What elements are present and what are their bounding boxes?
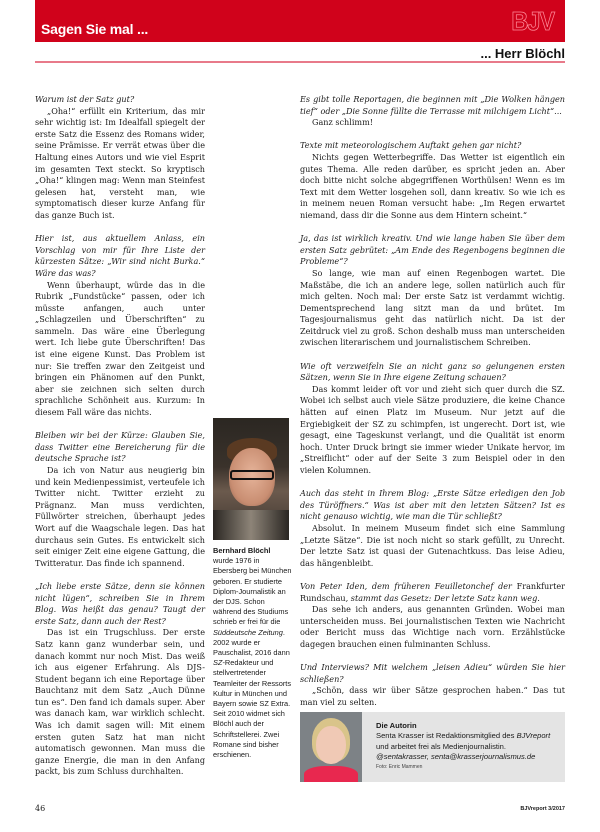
section-header-bar <box>35 0 565 42</box>
magazine-name: BJVreport <box>516 731 551 741</box>
author-text <box>376 721 561 772</box>
answer: So lange, wie man auf einen Regenbogen wartet. Die Maßstäbe, die ich an andere lege, sollen natürlich auch für mich gelten. Noch mal: Der erste Satz ist verdammt wichtig. Dementsprechend lang sitzt man da und brütet. Im Tagesjournalismus geht das natürlich nicht. Da ist der Zeitdruck viel zu groß. Schon deshalb muss man unterscheiden zwischen literarischem und journalistischem Schreiben. <box>300 267 565 348</box>
answer: Wenn überhaupt, würde das in die Rubrik „Fundstücke“ passen, oder ich müsste anfangen, auch unter „Schlagzeilen und Überschriften“ zu sammeln. Das wäre eine Überlegung wert. Ich liebe gute Überschriften! Das ist eine eigene Kunst. Das Problem ist nur: Sie treffen zwar den Zeitgeist und bringen ein Phänomen auf den Punkt, aber sie zeichnen sich selten durch sprachliche Schönheit aus. Kurzum: In diesem Fall wäre das nichts. <box>35 279 205 418</box>
page-number: 46 <box>35 804 46 813</box>
bjv-logo-icon: BJV <box>511 6 555 36</box>
answer: „Schön, dass wir über Sätze gesprochen haben.“ Das tut man viel zu selten. <box>300 685 565 707</box>
answer: Das sehe ich anders, aus genannten Gründen. Wobei man unterscheiden muss. Bei journalistischen Texten wie Nachricht oder Bericht muss das Wichtige nach vorn. Erzählstücke dagegen brauchen einen fulminanten Schluss. <box>300 604 565 649</box>
question: Texte mit meteorologischem Auftakt gehen gar nicht? <box>300 140 522 151</box>
newspaper-name: Frankfurter Rundschau <box>300 580 565 603</box>
answer: „Oha!“ erfüllt ein Kriterium, das mir sehr wichtig ist: Im Idealfall spiegelt der erste Satz die Essenz des Romans wider, seine Prämisse. Er verrät etwas über die Haltung eines Autors und wie viel Esprit im gesamten Text steckt. So kryptisch „Oha!“ klingen mag: Wenn man Steinfest gelesen hat, versteht man, wie symptomatisch dieser kurze Anfang für das ganze Buch ist. <box>35 105 205 220</box>
author-contact-link[interactable]: @sentakrasser, senta@krasserjournalismus.de <box>376 752 536 762</box>
author-box-title: Die Autorin <box>376 721 417 730</box>
article-column-left <box>35 94 205 778</box>
section-title: Sagen Sie mal ... <box>41 21 149 37</box>
bio-text: wurde 1976 in Ebersberg bei München geboren. Er studierte Diplom-Journalistik an der DJS. Schon während des Studiums schrieb er frei für die <box>213 556 292 627</box>
interviewee-bio <box>213 546 295 760</box>
answer: Absolut. In meinem Museum findet sich eine Sammlung „Letzte Sätze“. Die ist noch nicht so stark gefüllt, zu Unrecht. Der letzte Satz ist quasi der Gutenachtkuss. Das leise Adieu, das hängenbleibt. <box>300 522 565 568</box>
bio-name: Bernhard Blöchl <box>213 546 271 555</box>
author-info-box <box>300 712 565 782</box>
question: Warum ist der Satz gut? <box>35 94 135 104</box>
bio-newspaper: Süddeutsche Zeitung <box>213 627 283 637</box>
bio-text: -Redakteur und stellvertretender Teamleiter der Ressorts Kultur in München und Bayern sowie SZ Extra. Seit 2010 widmet sich Blöchl auch der Schriftstellerei. Zwei Romane sind bisher erschienen. <box>213 658 292 760</box>
header-divider <box>35 61 565 63</box>
question: Ja, das ist wirklich kreativ. Und wie lange haben Sie über dem ersten Satz gebrütet: „Am Ende des Regenbogens beginnen die Probleme“? <box>300 233 565 267</box>
question: „Ich liebe erste Sätze, denn sie können nicht lügen“, schreiben Sie in Ihrem Blog. Was heißt das genau? Taugt der erste Satz, dann auch der Rest? <box>35 580 205 626</box>
question: Und Interviews? Mit welchem „leisen Adieu“ würden Sie hier schließen? <box>300 662 565 684</box>
bio-text: . 2002 wurde er Pauschalist, 2016 dann <box>213 627 290 658</box>
issue-label: BJVreport 3/2017 <box>520 806 565 812</box>
author-description-2: und arbeitet frei als Medienjournalistin. <box>376 741 507 751</box>
author-description: Senta Krasser ist Redaktionsmitglied des BJVreport <box>376 731 551 741</box>
answer: Nichts gegen Wetterbegriffe. Das Wetter ist eigentlich ein gutes Thema. Alle reden darüber, es spricht jeden an. Aber doch bitte nicht solche abgegriffenen Worthülsen! Wenn es im Text mit dem Wetter losgehen soll, dann kreativ. So wie ich es in meinem neuen Roman versucht habe: „Im Regen erwartet niemand, dass dir die Sonne aus dem Hintern scheint.“ <box>300 151 565 220</box>
question: Auch das steht in Ihrem Blog: „Erste Sätze erledigen den Job des Türöffners.“ Was ist aber mit den letzten Sätzen? Ist es nicht genauso wichtig, wie man die Tür schließt? <box>300 488 565 522</box>
interview-subject-heading: ... Herr Blöchl <box>480 46 565 61</box>
answer: Das kommt leider oft vor und zieht sich quer durch die SZ. Wobei ich selbst auch viele Sätze produziere, die keine Chance hätten auf einen Platz im Museum. Nur jetzt auf die Ergiebigkeit der SZ zu schimpfen, ist ungerecht. Dort ist, wie gesagt, eine Tageskunst verlangt, und die Qualität ist enorm hoch. Unter Druck bringt sie immer wieder Unikate hervor, im „Streiflicht“ oder auf der Seite 3 zum Beispiel oder in den vielen Kolumnen. <box>300 383 565 475</box>
bio-sz: SZ <box>213 658 223 668</box>
question: Wie oft verzweifeln Sie an nicht ganz so gelungenen ersten Sätzen, wenn Sie in Ihre eigene Zeitung schauen? <box>300 360 565 383</box>
question: Es gibt tolle Reportagen, die beginnen mit „Die Wolken hängen tief“ oder „Die Sonne füllte die Terrasse mit milchigem Licht“... <box>300 94 565 116</box>
question: Von Peter Iden, dem früheren Feuilletonchef der Frankfurter Rundschau, stammt das Gesetz: Der letzte Satz kann weg. <box>300 580 565 603</box>
article-column-right <box>300 94 565 708</box>
answer: Da ich von Natur aus neugierig bin und kein Medienpessimist, verteufele ich Twitter nicht. Twitter erzieht zu Prägnanz. Man muss verdichten, Füllwörter streichen, überhaupt jedes Wort auf die Waagschale legen. Das hat durchaus sein Gutes. Es entwickelt sich seit einiger Zeit eine eigene Gattung, die Twitteratur. Das finde ich spannend. <box>35 465 205 568</box>
interviewee-photo <box>213 418 289 540</box>
question: Bleiben wir bei der Kürze: Glauben Sie, dass Twitter eine Bereicherung für die deutsche Sprache ist? <box>35 430 205 464</box>
answer: Ganz schlimm! <box>312 117 374 128</box>
question: Hier ist, aus aktuellem Anlass, ein Vorschlag von mir für Ihre Liste der kürzesten Sätze: „Wir sind nicht Burka.“ Wäre das was? <box>35 233 205 278</box>
photo-credit: Foto: Enric Mammen <box>376 763 423 770</box>
author-photo <box>300 712 362 782</box>
answer: Das ist ein Trugschluss. Der erste Satz kann ganz wunderbar sein, und danach kommt nur noch Mist. Das weiß ich aus eigener Erfahrung. Als DJS-Student begann ich eine Reportage über Bauchtanz mit dem Satz „Auch Dünne tun es“. Den fand ich damals super. Aber was danach kam, war wirklich schlecht. Was ich damit sagen will: Mit einem ersten guten Satz hat man nicht automatisch gewonnen. Man muss die ganze Energie, die man in den Anfang packt, bis zum Schluss durchhalten. <box>35 627 205 777</box>
